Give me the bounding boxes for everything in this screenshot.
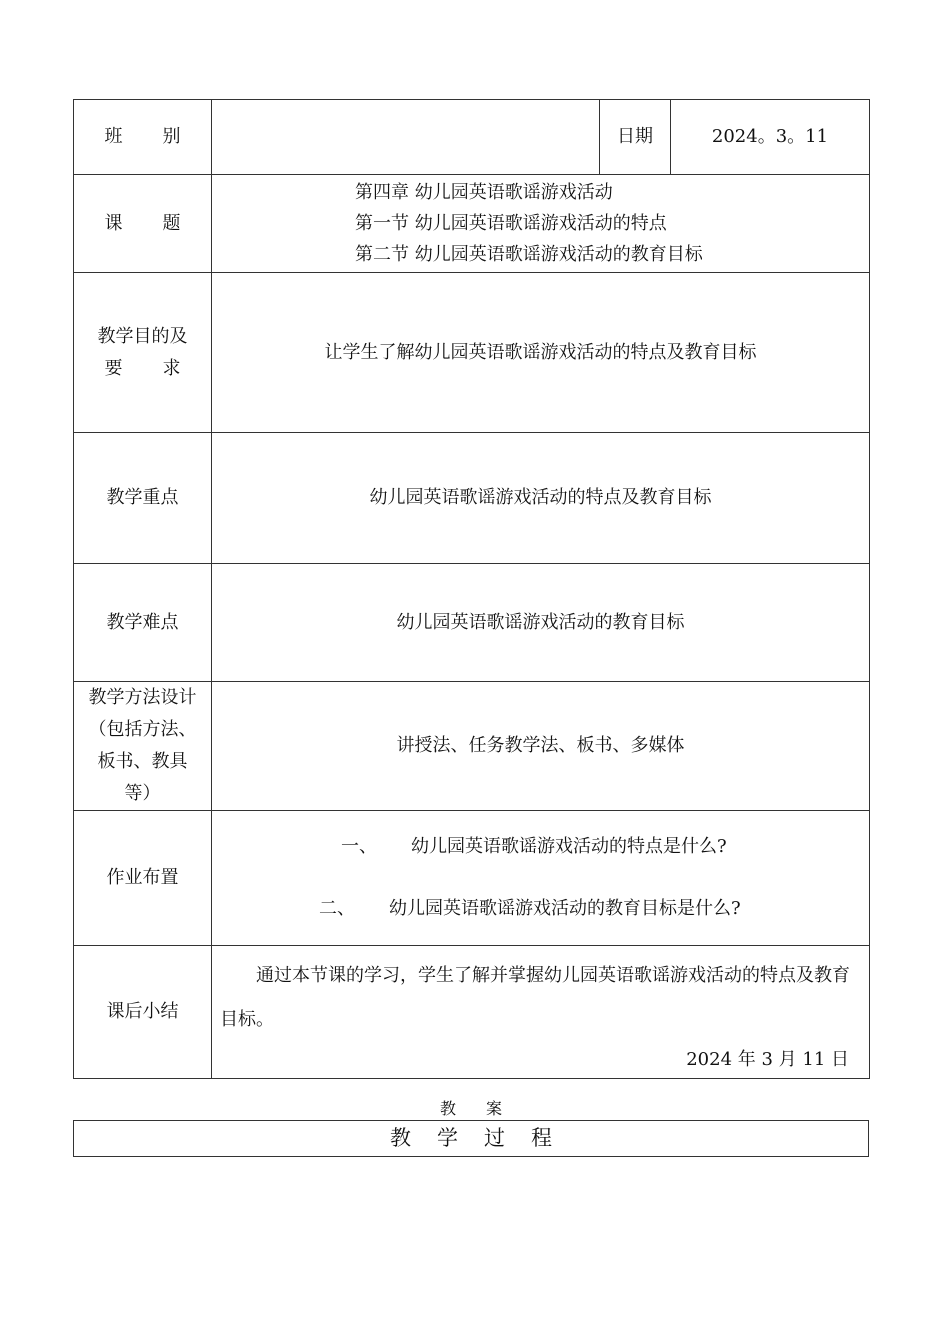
homework-item-1: 一、 幼儿园英语歌谣游戏活动的特点是什么?: [341, 836, 727, 857]
topic-line-1: 第四章 幼儿园英语歌谣游戏活动: [355, 182, 613, 203]
lesson-plan-table: [73, 99, 870, 1079]
objectives-row: [74, 273, 870, 433]
class-label: 班别: [74, 100, 212, 175]
summary-date: 2024 年 3 月 11 日: [686, 1049, 849, 1070]
methods-row: [74, 682, 870, 811]
homework-content: [212, 811, 870, 946]
key-points-row: [74, 433, 870, 564]
class-row: [74, 100, 870, 175]
topic-content: [212, 175, 870, 273]
date-label: 日期: [600, 100, 671, 175]
methods-content: 讲授法、任务教学法、板书、多媒体: [212, 682, 870, 811]
class-value: [212, 100, 600, 175]
summary-text: 通过本节课的学习，学生了解并掌握幼儿园英语歌谣游戏活动的特点及教育目标。: [220, 965, 850, 1030]
homework-item-2: 二、 幼儿园英语歌谣游戏活动的教育目标是什么?: [319, 898, 741, 919]
methods-label: 教学方法设计 （包括方法、 板书、教具 等）: [74, 682, 212, 811]
objectives-label: 教学目的及 要求: [74, 273, 212, 433]
objectives-content: 让学生了解幼儿园英语歌谣游戏活动的特点及教育目标: [212, 273, 870, 433]
difficulties-content: 幼儿园英语歌谣游戏活动的教育目标: [212, 564, 870, 682]
summary-label: 课后小结: [74, 946, 212, 1079]
homework-label: 作业布置: [74, 811, 212, 946]
key-points-content: 幼儿园英语歌谣游戏活动的特点及教育目标: [212, 433, 870, 564]
process-title-box: 教学过程: [73, 1120, 869, 1157]
doc-type-label: 教案: [439, 1099, 532, 1118]
summary-content: [212, 946, 870, 1079]
topic-row: [74, 175, 870, 273]
key-points-label: 教学重点: [74, 433, 212, 564]
topic-line-3: 第二节 幼儿园英语歌谣游戏活动的教育目标: [355, 244, 703, 265]
difficulties-row: [74, 564, 870, 682]
difficulties-label: 教学难点: [74, 564, 212, 682]
summary-row: [74, 946, 870, 1079]
topic-label: 课题: [74, 175, 212, 273]
topic-line-2: 第一节 幼儿园英语歌谣游戏活动的特点: [355, 213, 667, 234]
homework-row: [74, 811, 870, 946]
date-value: 2024。3。11: [671, 100, 870, 175]
